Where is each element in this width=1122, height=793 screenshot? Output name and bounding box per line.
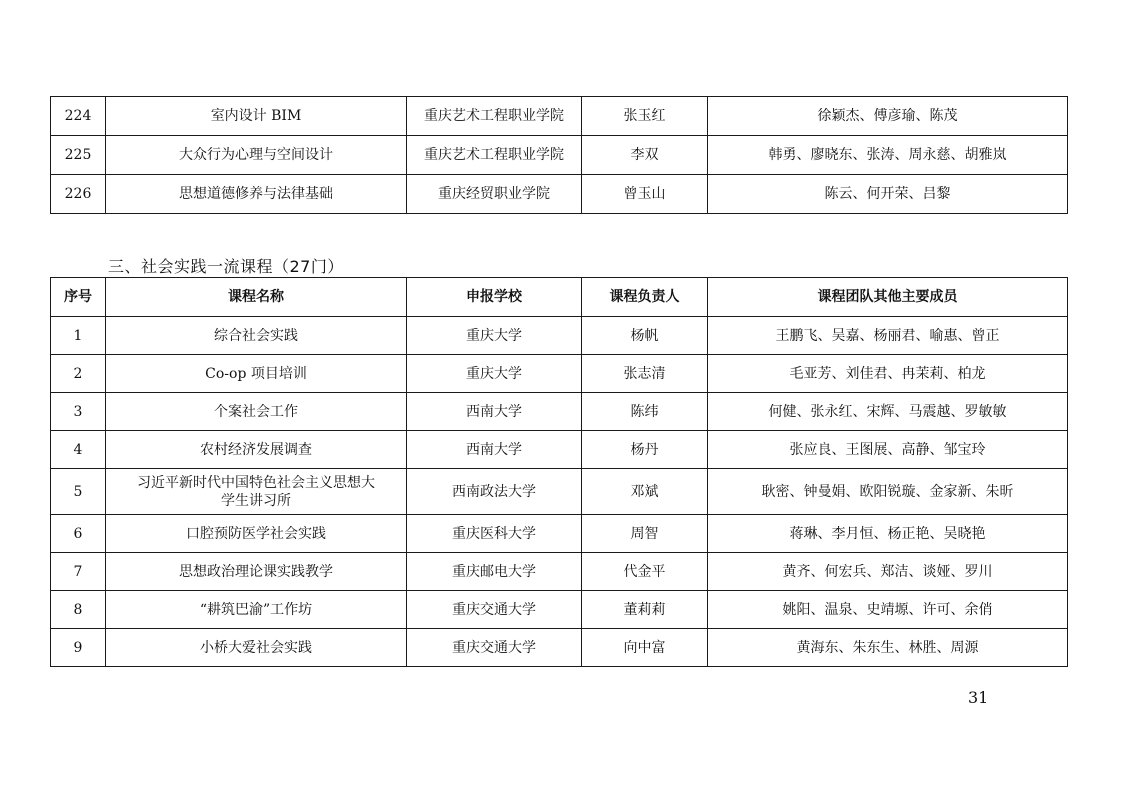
- cell-members: 姚阳、温泉、史靖塬、许可、余俏: [708, 591, 1068, 629]
- continued-course-table: [50, 96, 1068, 214]
- cell-course-line: 习近平新时代中国特色社会主义思想大: [137, 474, 375, 491]
- cell-members: 徐颖杰、傅彦瑜、陈茂: [708, 97, 1068, 136]
- cell-leader: 陈纬: [582, 393, 708, 431]
- cell-leader: 张玉红: [582, 97, 708, 136]
- cell-course: 个案社会工作: [106, 393, 407, 431]
- cell-no: 1: [51, 317, 106, 355]
- cell-no: 225: [51, 136, 106, 175]
- cell-no: 224: [51, 97, 106, 136]
- cell-school: 重庆医科大学: [407, 515, 582, 553]
- cell-no: 3: [51, 393, 106, 431]
- cell-school: 重庆经贸职业学院: [407, 175, 582, 214]
- header-no: 序号: [51, 278, 106, 317]
- table-row: [51, 515, 1068, 553]
- cell-course: 农村经济发展调查: [106, 431, 407, 469]
- cell-leader: 曾玉山: [582, 175, 708, 214]
- table-row: [51, 393, 1068, 431]
- cell-leader: 杨丹: [582, 431, 708, 469]
- cell-leader: 李双: [582, 136, 708, 175]
- cell-course: 思想道德修养与法律基础: [106, 175, 407, 214]
- cell-course: [106, 469, 407, 515]
- table-header-row: [51, 278, 1068, 317]
- cell-leader: 张志清: [582, 355, 708, 393]
- cell-school: 重庆艺术工程职业学院: [407, 97, 582, 136]
- cell-no: 7: [51, 553, 106, 591]
- cell-course: 口腔预防医学社会实践: [106, 515, 407, 553]
- cell-course: 综合社会实践: [106, 317, 407, 355]
- table-row: [51, 97, 1068, 136]
- cell-course: Co-op 项目培训: [106, 355, 407, 393]
- cell-leader: 向中富: [582, 629, 708, 667]
- header-leader: 课程负责人: [582, 278, 708, 317]
- cell-course: 室内设计 BIM: [106, 97, 407, 136]
- cell-members: 王鹏飞、吴嘉、杨丽君、喻惠、曾正: [708, 317, 1068, 355]
- cell-members: 黄齐、何宏兵、郑洁、谈娅、罗川: [708, 553, 1068, 591]
- cell-course: 大众行为心理与空间设计: [106, 136, 407, 175]
- social-practice-course-table: [50, 277, 1068, 667]
- cell-school: 西南大学: [407, 393, 582, 431]
- table-row: [51, 553, 1068, 591]
- cell-school: 重庆大学: [407, 355, 582, 393]
- table-row: [51, 136, 1068, 175]
- cell-members: 张应良、王图展、高静、邹宝玲: [708, 431, 1068, 469]
- cell-course: 小桥大爱社会实践: [106, 629, 407, 667]
- cell-school: 重庆交通大学: [407, 629, 582, 667]
- table-row: [51, 469, 1068, 515]
- cell-course-line: 学生讲习所: [221, 492, 291, 509]
- cell-no: 9: [51, 629, 106, 667]
- cell-members: 陈云、何开荣、吕黎: [708, 175, 1068, 214]
- table-row: [51, 175, 1068, 214]
- section-heading: 三、社会实践一流课程（27门）: [108, 257, 344, 276]
- cell-course: “耕筑巴渝”工作坊: [106, 591, 407, 629]
- cell-school: 重庆交通大学: [407, 591, 582, 629]
- cell-leader: 代金平: [582, 553, 708, 591]
- cell-members: 黄海东、朱东生、林胜、周源: [708, 629, 1068, 667]
- cell-leader: 周智: [582, 515, 708, 553]
- cell-school: 重庆艺术工程职业学院: [407, 136, 582, 175]
- cell-members: 蒋琳、李月恒、杨正艳、吴晓艳: [708, 515, 1068, 553]
- cell-no: 8: [51, 591, 106, 629]
- table-row: [51, 355, 1068, 393]
- cell-no: 4: [51, 431, 106, 469]
- cell-members: 毛亚芳、刘佳君、冉茉莉、柏龙: [708, 355, 1068, 393]
- table-row: [51, 317, 1068, 355]
- cell-no: 226: [51, 175, 106, 214]
- cell-course: 思想政治理论课实践教学: [106, 553, 407, 591]
- cell-no: 6: [51, 515, 106, 553]
- cell-no: 2: [51, 355, 106, 393]
- cell-leader: 董莉莉: [582, 591, 708, 629]
- table-row: [51, 591, 1068, 629]
- cell-members: 耿密、钟曼娟、欧阳锐璇、金家新、朱昕: [708, 469, 1068, 515]
- header-members: 课程团队其他主要成员: [708, 278, 1068, 317]
- cell-school: 重庆大学: [407, 317, 582, 355]
- cell-no: 5: [51, 469, 106, 515]
- table-row: [51, 629, 1068, 667]
- cell-school: 西南大学: [407, 431, 582, 469]
- cell-leader: 邓斌: [582, 469, 708, 515]
- cell-school: 重庆邮电大学: [407, 553, 582, 591]
- page-number: 31: [968, 688, 989, 707]
- header-school: 申报学校: [407, 278, 582, 317]
- cell-school: 西南政法大学: [407, 469, 582, 515]
- cell-leader: 杨帆: [582, 317, 708, 355]
- cell-members: 韩勇、廖晓东、张涛、周永慈、胡雅岚: [708, 136, 1068, 175]
- header-course: 课程名称: [106, 278, 407, 317]
- table-row: [51, 431, 1068, 469]
- cell-members: 何健、张永红、宋辉、马震越、罗敏敏: [708, 393, 1068, 431]
